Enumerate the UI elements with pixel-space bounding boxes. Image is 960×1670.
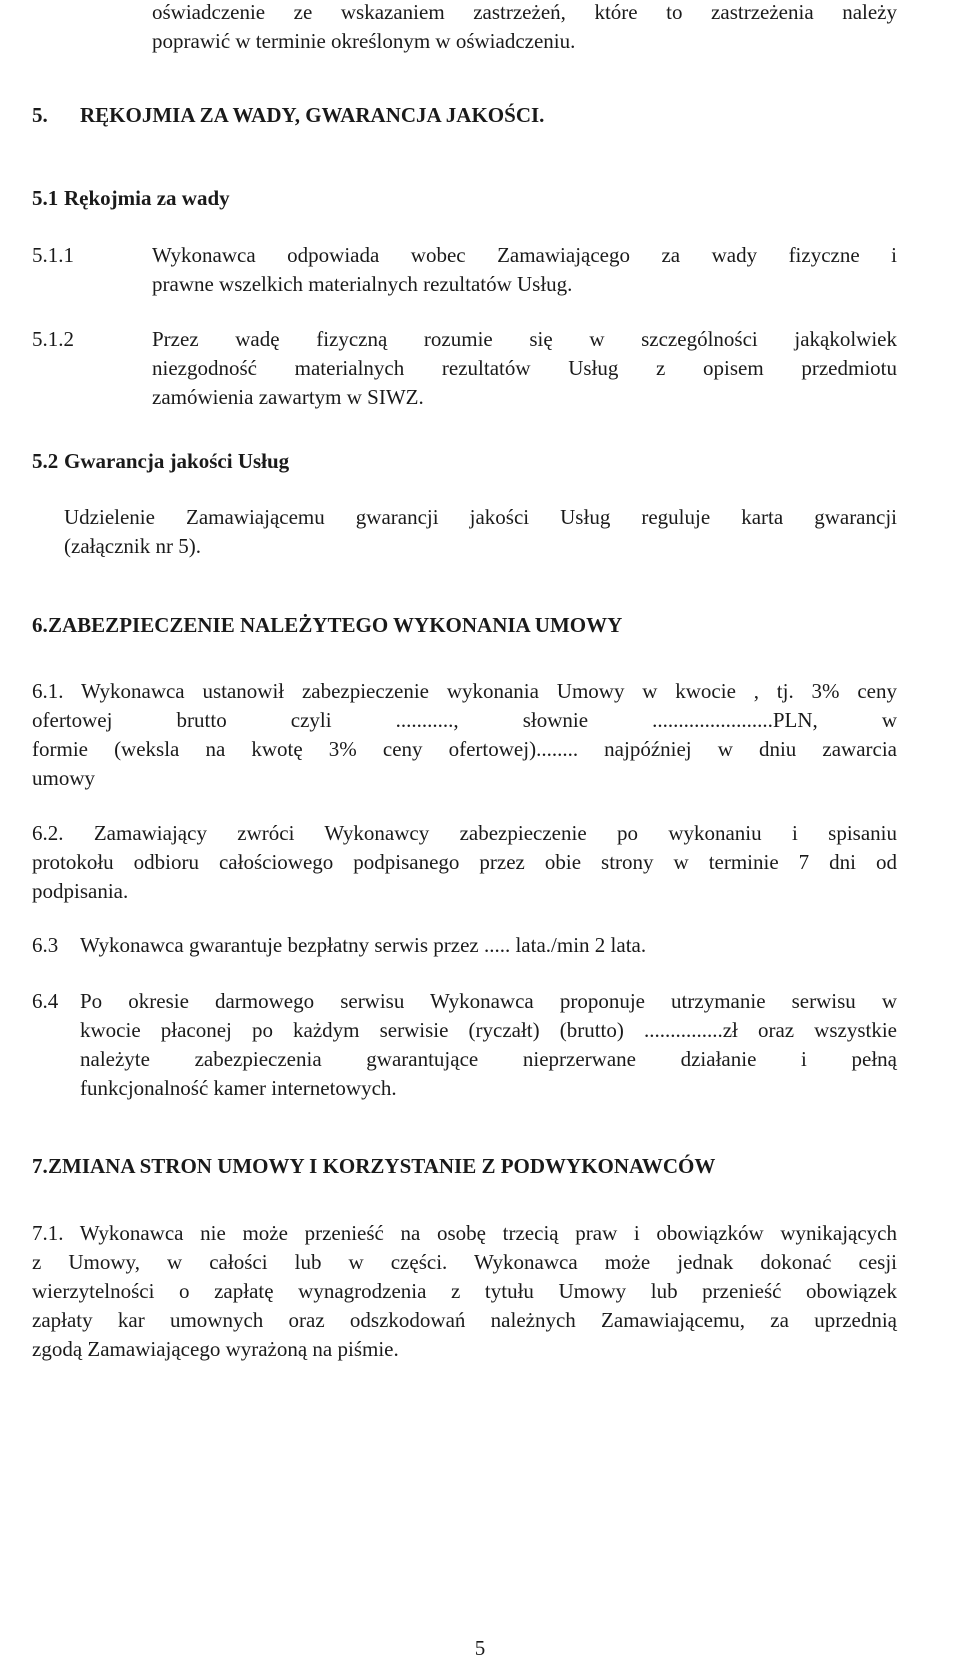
clause-6-2-line-2: protokołu odbioru całościowego podpisanego przez obie strony w terminie 7 dni od <box>32 850 897 874</box>
clause-5-1-2-number: 5.1.2 <box>32 327 74 351</box>
clause-6-3-text: Wykonawca gwarantuje bezpłatny serwis przez ..... lata./min 2 lata. <box>80 933 647 957</box>
clause-5-1-2-line-1: Przez wadę fizyczną rozumie się w szczególności jakąkolwiek <box>152 327 897 351</box>
section-5-title: RĘKOJMIA ZA WADY, GWARANCJA JAKOŚCI. <box>80 103 545 127</box>
clause-6-4-line-2: kwocie płaconej po każdym serwisie (ryczałt) (brutto) ...............zł oraz wszystkie <box>80 1018 897 1042</box>
clause-6-4-line-1: Po okresie darmowego serwisu Wykonawca proponuje utrzymanie serwisu w <box>80 989 897 1013</box>
clause-7-1-line-3: wierzytelności o zapłatę wynagrodzenia z tytułu Umowy lub przenieść obowiązek <box>32 1279 897 1303</box>
clause-7-1-line-2: z Umowy, w całości lub w części. Wykonawca może jednak dokonać cesji <box>32 1250 897 1274</box>
section-6-title: ZABEZPIECZENIE NALEŻYTEGO WYKONANIA UMOWY <box>48 613 623 637</box>
clause-7-1 <box>32 1219 897 1364</box>
clause-6-2 <box>32 819 897 906</box>
clause-5-1-2-line-2: niezgodność materialnych rezultatów Usług z opisem przedmiotu <box>152 356 897 380</box>
section-5-2-line-2: (załącznik nr 5). <box>64 534 202 558</box>
clause-6-1-line-1: 6.1. Wykonawca ustanowił zabezpieczenie wykonania Umowy w kwocie , tj. 3% ceny <box>32 679 897 703</box>
clause-6-2-line-1: 6.2. Zamawiający zwróci Wykonawcy zabezpieczenie po wykonaniu i spisaniu <box>32 821 897 845</box>
section-7-number: 7. <box>32 1154 48 1178</box>
section-5-2-title: Gwarancja jakości Usług <box>64 449 290 473</box>
clause-6-4-number: 6.4 <box>32 989 59 1013</box>
clause-7-1-line-1: 7.1. Wykonawca nie może przenieść na osobę trzecią praw i obowiązków wynikających <box>32 1221 897 1245</box>
intro-line-1: oświadczenie ze wskazaniem zastrzeżeń, które to zastrzeżenia należy <box>152 0 897 24</box>
clause-6-2-line-3: podpisania. <box>32 879 129 903</box>
section-5-1-number: 5.1 <box>32 186 59 210</box>
clause-5-1-2-line-3: zamówienia zawartym w SIWZ. <box>152 385 424 409</box>
section-5-number: 5. <box>32 103 48 127</box>
clause-6-1-line-4: umowy <box>32 766 95 790</box>
clause-6-3-number: 6.3 <box>32 933 59 957</box>
clause-6-1-line-2: ofertowej brutto czyli ..........., słownie .......................PLN, w <box>32 708 897 732</box>
intro-line-2: poprawić w terminie określonym w oświadczeniu. <box>152 29 576 53</box>
section-7-title: ZMIANA STRON UMOWY I KORZYSTANIE Z PODWYKONAWCÓW <box>48 1154 716 1178</box>
clause-6-4-line-4: funkcjonalność kamer internetowych. <box>80 1076 397 1100</box>
section-5-1-title: Rękojmia za wady <box>64 186 230 210</box>
clause-6-1-line-3: formie (weksla na kwotę 3% ceny ofertowej)........ najpóźniej w dniu zawarcia <box>32 737 897 761</box>
clause-7-1-line-5: zgodą Zamawiającego wyrażoną na piśmie. <box>32 1337 399 1361</box>
clause-5-1-1-line-1: Wykonawca odpowiada wobec Zamawiającego za wady fizyczne i <box>152 243 897 267</box>
section-5-2-number: 5.2 <box>32 449 59 473</box>
section-5-2-line-1: Udzielenie Zamawiającemu gwarancji jakości Usług reguluje karta gwarancji <box>64 505 897 529</box>
section-6-number: 6. <box>32 613 48 637</box>
clause-5-1-1-number: 5.1.1 <box>32 243 74 267</box>
section-5-2-paragraph <box>64 503 897 561</box>
clause-7-1-line-4: zapłaty kar umownych oraz odszkodowań należnych Zamawiającemu, za uprzednią <box>32 1308 897 1332</box>
page-number: 5 <box>474 1636 486 1660</box>
clause-6-4-line-3: należyte zabezpieczenia gwarantujące nieprzerwane działanie i pełną <box>80 1047 897 1071</box>
clause-5-1-1-line-2: prawne wszelkich materialnych rezultatów Usług. <box>152 272 573 296</box>
intro-paragraph <box>152 0 897 56</box>
clause-6-1 <box>32 677 897 793</box>
